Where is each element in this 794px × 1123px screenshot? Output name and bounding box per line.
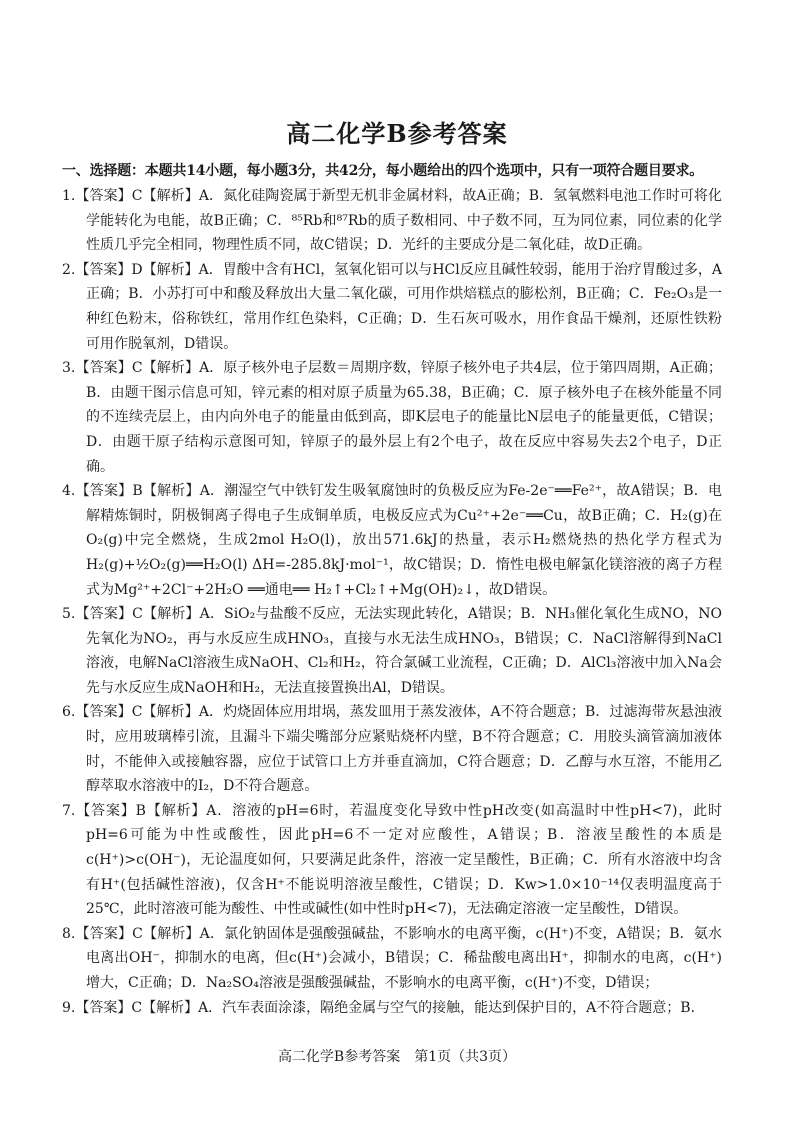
item-text: 【答案】C【解析】A．氯化钠固体是强酸强碱盐，不影响水的电离平衡，c(H⁺)不变，A错误；B．氨水电离出OH⁻，抑制水的电离，但c(H⁺)会减小，B错误；C．稀盐酸电离出H⁺，抑制水的电离，c(H⁺)增大，C正确；D．Na₂SO₄溶液是强酸强碱盐，不影响水的电离平衡，c(H⁺)不变，D错误； bbox=[75, 925, 722, 991]
answer-item-2 bbox=[62, 258, 722, 356]
item-number: 3. bbox=[62, 360, 76, 377]
answer-list bbox=[62, 184, 722, 1020]
section-heading: 一、选择题：本题共14小题，每小题3分，共42分，每小题给出的四个选项中，只有一项符合题目要求。 bbox=[62, 163, 704, 179]
item-number: 1. bbox=[62, 188, 76, 204]
item-text: 【答案】B【解析】A．溶液的pH=6时，若温度变化导致中性pH改变(如高温时中性pH<7)，此时pH=6可能为中性或酸性，因此pH=6不一定对应酸性，A错误；B．溶液呈酸性的本质是c(H⁺)>c(OH⁻)，无论温度如何，只要满足此条件，溶液一定呈酸性，B正确；C．所有水溶液中均含有H⁺(包括碱性溶液)，仅含H⁺不能说明溶液呈酸性，C错误；D．Kw>1.0×10⁻¹⁴仅表明温度高于25℃，此时溶液可能为酸性、中性或碱性(如中性时pH<7)，无法确定溶液一定呈酸性，D错误。 bbox=[75, 802, 722, 918]
item-number: 9. bbox=[62, 999, 76, 1016]
answer-item-7 bbox=[62, 799, 722, 922]
item-text: 【答案】C【解析】A．SiO₂与盐酸不反应，无法实现此转化，A错误；B．NH₃催化氧化生成NO，NO先氧化为NO₂，再与水反应生成HNO₃，直接与水无法生成HNO₃，B错误；C．NaCl溶解得到NaCl溶液，电解NaCl溶液生成NaOH、Cl₂和H₂，符合氯碱工业流程，C正确；D．AlCl₃溶液中加入Na会先与水反应生成NaOH和H₂，无法直接置换出Al，D错误。 bbox=[75, 606, 722, 696]
answer-item-1 bbox=[62, 184, 722, 258]
item-number: 2. bbox=[62, 261, 76, 278]
item-text: 【答案】C【解析】A．氮化硅陶瓷属于新型无机非金属材料，故A正确；B．氢氧燃料电池工作时可将化学能转化为电能，故B正确；C．⁸⁵Rb和⁸⁷Rb的质子数相同、中子数不同，互为同位素，同位素的化学性质几乎完全相同，物理性质不同，故C错误；D．光纤的主要成分是二氧化硅，故D正确。 bbox=[75, 188, 722, 254]
item-text: 【答案】C【解析】A．灼烧固体应用坩埚，蒸发皿用于蒸发液体，A不符合题意；B．过滤海带灰悬浊液时，应用玻璃棒引流，且漏斗下端尖嘴部分应紧贴烧杯内壁，B不符合题意；C．用胶头滴管滴加液体时，不能伸入或接触容器，应位于试管口上方并垂直滴加，C符合题意；D．乙醇与水互溶，不能用乙醇萃取水溶液中的I₂，D不符合题意。 bbox=[75, 704, 722, 795]
item-text: 【答案】B【解析】A．潮湿空气中铁钉发生吸氧腐蚀时的负极反应为Fe-2e⁻══Fe²⁺，故A错误；B．电解精炼铜时，阴极铜离子得电子生成铜单质，电极反应式为Cu²⁺+2e⁻══Cu，故B正确；C．H₂(g)在O₂(g)中完全燃烧，生成2mol H₂O(l)，放出571.6kJ的热量，表示H₂燃烧热的热化学方程式为H₂(g)+½O₂(g)══H₂O(l) ΔH=-285.8kJ·mol⁻¹，故C错误；D．惰性电极电解氯化镁溶液的离子方程式为Mg²⁺+2Cl⁻+2H₂O ══通电══ H₂↑+Cl₂↑+Mg(OH)₂↓，故D错误。 bbox=[75, 483, 722, 598]
item-text: 【答案】D【解析】A．胃酸中含有HCl，氢氧化铝可以与HCl反应且碱性较弱，能用于治疗胃酸过多，A正确；B．小苏打可中和酸及释放出大量二氧化碳，可用作烘焙糕点的膨松剂，B正确；C．Fe₂O₃是一种红色粉末，俗称铁红，常用作红色染料，C正确；D．生石灰可吸水，用作食品干燥剂，还原性铁粉可用作脱氧剂，D错误。 bbox=[75, 261, 722, 352]
item-text: 【答案】C【解析】A．汽车表面涂漆，隔绝金属与空气的接触，能达到保护目的，A不符合题意；B． bbox=[75, 999, 705, 1016]
answer-item-5 bbox=[62, 602, 722, 700]
page-title: 高二化学B参考答案 bbox=[286, 119, 508, 148]
item-number: 5. bbox=[62, 606, 76, 623]
item-number: 4. bbox=[62, 483, 76, 500]
answer-item-9 bbox=[62, 996, 722, 1021]
item-text: 【答案】C【解析】A．原子核外电子层数＝周期序数，锌原子核外电子共4层，位于第四周期，A正确；B．由题干图示信息可知，锌元素的相对原子质量为65.38，B正确；C．原子核外电子在核外能量不同的不连续壳层上，由内向外电子的能量由低到高，即K层电子的能量比N层电子的能量更低，C错误；D．由题干原子结构示意图可知，锌原子的最外层上有2个电子，故在反应中容易失去2个电子，D正确。 bbox=[75, 360, 722, 475]
item-number: 8. bbox=[62, 925, 76, 942]
answer-item-6 bbox=[62, 700, 722, 798]
answer-item-4 bbox=[62, 479, 722, 602]
answer-item-8 bbox=[62, 922, 722, 996]
answer-item-3 bbox=[62, 356, 722, 479]
page-footer: 高二化学B参考答案 第1页（共3页） bbox=[277, 1049, 517, 1065]
item-number: 6. bbox=[62, 704, 76, 721]
item-number: 7. bbox=[62, 802, 76, 819]
